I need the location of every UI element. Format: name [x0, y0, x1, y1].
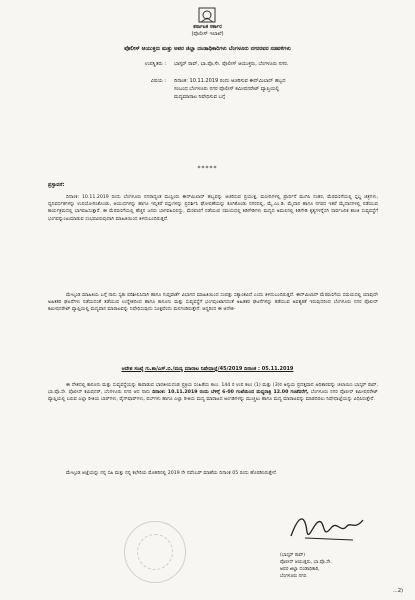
signatory-name: (ಭಾಸ್ಕರ್ ರಾವ್): [280, 553, 306, 558]
government-name: ಕರ್ನಾಟಕ ಸರ್ಕಾರ: [193, 24, 222, 30]
signature-icon: [285, 508, 375, 546]
order-heading: ಆದೇಶ ಸಂಖ್ಯೆ ಗು.ಶಾ/ಎಸ್.ಬಿ./ಮದ್ಯ ಮಾರಾಟ ನಿಷೇಧಾಜ್ಞೆ/45/2019 ದಿನಾಂಕ : 05.11.2019: [121, 366, 294, 372]
paragraph-1: ದಿನಾಂಕ: 10.11.2019 ರಂದು ಬೆಂಗಳೂರು ನಗರಾದ್ಯಂತ ಮುಸ್ಲಿಂರು ಈದ್‌ಮಿಲಾದ್ ಹಬ್ಬವನ್ನು ಆಚರಿಸುವ ಪ್ರಯುಕ್ತ, ಮಸೀದಿಗಳಲ್ಲಿ ಪ್ರಾರ್ಥನೆ ಮುಗಿಸಿ ನಂತರ, ಮೆರವಣಿಗೆಯಲ್ಲಿ ಸ್ತಬ್ಧ ಚಿತ್ರಗಳು, ಧ್ವನಿವರ್ಧಕಗಳನ್ನು ಉಪಯೋಗಿಸಿಕೊಂಡು, ಆಯುಧಗಳನ್ನು ಹಾಗೂ ಇನ್ನಿತರೆ ವಸ್ತುಗಳನ್ನು ಪ್ರದರ್ಶಿಸಿ ಘೋಷಣೆಯನ್ನು ಕೂಗಿಕೊಂಡು ನಗರದಲ್ಲಿ, ಮೈ.ಎಂ.ಡಿ. ಮೈದಾನ ಹಾಗೂ ನಗರದ ಇತರೆ ಮೈದಾನಗಳಲ್ಲಿ ನಡೆಯುವ ಕಾರ್ಯಕ್ರಮದಲ್ಲಿ ಭಾಗವಹಿಸುತ್ತಾರೆ. ಈ ಮೆರವಣಿಗೆಯಲ್ಲಿ ಹೆಚ್ಚಿನ ಜನರು ಭಾಗವಹಿಸಲಿದ್ದು, ಮೆರವಣಿಗೆ ನಡೆಯುವ ಸಮಯದಲ್ಲಿ ಕಿಡಿಗೇಡಿಗಳು ಮದ್ಯದ ಅಮಲಿನಲ್ಲಿ ಕಿಡಿಗೇಡಿ ಕೃತ್ಯಗಳನ್ನೆಸಗಿ ಸಾರ್ವಜನಿಕ ಶಾಂತಿ ಸುವ್ಯವಸ್ಥೆಗೆ ಭಂಗವನ್ನುಂಟುಮಾಡುವ ಸಂಭವವಿರುವುದಾಗಿ ಮಾಹಿತಿಯಿಂದ ತಿಳಿದುಬಂದಿರುತ್ತದೆ.: [48, 195, 378, 222]
vishaya-line-2: ಸಂಬಂಧ ಬೆಂಗಳೂರು ನಗರ ಪೊಲೀಸ್ ಕಮೀಷನರೇಟ್ ವ್ಯಾಪ್ತಿಯಲ್ಲಿ: [174, 86, 280, 92]
order-part-3: ಬೆಂಗಳೂರು ನಗರ ಪೊಲೀಸ್ ಕಮೀಷನರೇಟ್ ವ್ಯಾಪ್ತಿಯಲ್ಲಿ ಬರುವ ಎಲ್ಲಾ ರೀತಿಯ ಬಾರ್‌ಗಳು, ವೈನ್‌ಷಾಪ್‌ಗಳು, ಪಬ್‌ಗಳು ಹಾಗೂ ಎಲ್ಲಾ ರೀತಿಯ ಮದ್ಯ ಮಾರಾಟದ ಅಂಗಡಿಗಳನ್ನು ಮುಚ್ಚಲು ಹಾಗೂ ಮದ್ಯ ಮಾರಾಟವನ್ನು ಮಾಡದಿರಲು ನಿಷೇಧಾಜ್ಞೆಯನ್ನು ವಿಧಿಸಿರುತ್ತೇನೆ.: [48, 390, 378, 403]
signatory-line-1: ಪೊಲೀಸ್ ಆಯುಕ್ತರು, ಭಾ.ಪೊ.ಸೇ.: [280, 560, 332, 565]
department-name: (ಪೊಲೀಸ್ ಇಲಾಖೆ): [191, 31, 224, 37]
closing-paragraph: ಮೇಲ್ಕಂಡ ಆಜ್ಞೆಯನ್ನು ನನ್ನ ಸಹಿ ಮತ್ತು ನನ್ನ ಕಛೇರಿಯ ಮೊಹರಿನಲ್ಲಿ 2019 ನೇ ನವೆಂಬರ್ ಮಾಹೆಯ ದಿನಾಂಕ 05 ರಂದು ಹೊರಡಿಸಿರುತ್ತೇನೆ.: [66, 471, 278, 476]
vishaya-line-1: ದಿನಾಂಕ: 10.11.2019 ರಂದು ಆಚರಿಸುವ ಈದ್‌ಮಿಲಾದ್ ಹಬ್ಬದ: [174, 78, 286, 84]
page-number: ...2): [393, 588, 403, 594]
office-title: ಪೊಲೀಸ್ ಆಯುಕ್ತರು ಮತ್ತು ಅಪರ ಜಿಲ್ಲಾ ದಂಡಾಧಿಕಾರಿಗಳು ಬೆಂಗಳೂರು ನಗರರವರ ನಡವಳಿಗಳು: [124, 46, 291, 52]
order-paragraph: [48, 382, 378, 404]
signatory-block: [280, 552, 390, 580]
upasthitaru-value: ಭಾಸ್ಕರ್ ರಾವ್, ಭಾ.ಪೊ.ಸೇ. ಪೊಲೀಸ್ ಆಯುಕ್ತರು, ಬೆಂಗಳೂರು ನಗರ.: [174, 61, 289, 67]
order-part-1: ಈ ದೇಶದಲ್ಲಿ ಕಾನೂನು ಮತ್ತು ಸುವ್ಯವಸ್ಥೆಯನ್ನು ಕಾಪಾಡುವ ಭಾರತೀಯದಂಡ ಪ್ರಕ್ರಿಯ ಸಂಹಿತೆಯ ಕಲಂ. 144 ರ ಉಪ ಕಲಂ (1) ಮತ್ತು (3)ರ ಅನ್ವಯ ಪ್ರದತ್ತವಾದ ಅಧಿಕಾರವನ್ನು ಚಲಾಯಿಸಿ ಭಾಸ್ಕರ್ ರಾವ್, ಭಾ.ಪೊ.ಸೇ. ಪೊಲೀಸ್ ಕಮಿಷನರ್, ಬೆಂಗಳೂರು ನಗರ ಆದ ನಾನು: [48, 383, 378, 396]
seal-inner-ring: [137, 534, 173, 570]
vishaya-label: ವಿಷಯ :: [150, 78, 166, 84]
order-part-2-time: ದಿನಾಂಕ: 10.11.2019 ರಂದು ಬೆಳಿಗ್ಗೆ 6-00 ಗಂಟೆಯಿಂದ ಮಧ್ಯರಾತ್ರಿ 12.00 ಗಂಟೆವರೆಗೆ,: [152, 390, 309, 396]
vishaya-line-3: ಮದ್ಯಮಾರಾಟ ನಿಷೇಧಿಸುವ ಬಗ್ಗೆ: [174, 94, 226, 100]
upasthitaru-label: ಉಪಸ್ಥಿತರು :: [144, 61, 166, 67]
separator-stars: *****: [197, 165, 218, 172]
signatory-line-2: ಅಪರ ಜಿಲ್ಲಾ ದಂಡಾಧಿಕಾರಿ,: [280, 567, 320, 572]
state-emblem-icon: [196, 6, 218, 24]
office-seal-stamp: [124, 521, 186, 583]
prastavane-label: ಪ್ರಸ್ತಾವನೆ:: [48, 182, 65, 188]
signatory-line-3: ಬೆಂಗಳೂರು ನಗರ.: [280, 574, 308, 579]
paragraph-2: ಮೇಲ್ಕಂಡ ಮಾಹಿತಿಯ ಬಗ್ಗೆ ನಾನು ಸ್ವತಃ ಪರಿಶೀಲಿಸಿದಾಗಿ ಹಾಗೂ ಗುಪ್ತವಾರ್ತೆ ವಿಭಾಗದ ಮಾಹಿತಿಯಿಂದ ಸಂಪತ್ತು ಸತ್ಯಾಂಶವಿದೆ ಎಂದು ತಿಳಿದುಬಂದಿರುತ್ತದೆ. ಈದ್‌ಮಿಲಾದ್ ಮೆರವಣಿಗೆಯ ಸಮಯದಲ್ಲಿ ಯಾವುದೇ ಅಹಿತಕರ ಘಟನೆಗಳು ನಡೆಯದಂತೆ ತಡೆಯುವ ಉದ್ದೇಶದಿಂದ ಹಾಗೂ ಕಾನೂನು ಮತ್ತು ಸುವ್ಯವಸ್ಥೆಗೆ ಭಂಗವುಂಟಾಗದಂತೆ ಅಹಿತಕರ ಘಟನೆಗಳನ್ನು ತಡೆಯುವ ಅವಶ್ಯಕತೆ ಇರುವುದರಿಂದ ಬೆಂಗಳೂರು ನಗರ ಪೊಲೀಸ್ ಕಮೀಷನರೇಟ್ ವ್ಯಾಪ್ತಿಯಲ್ಲಿ ಮದ್ಯಪಾನ ಮಾರಾಟವನ್ನು ನಿಷೇಧಿಸುವುದು ಸೂಕ್ತವೆಂದು ಮನಗಂಡಿರುತ್ತೇನೆ. ಆದ್ದರಿಂದ ಈ ಆದೇಶ-: [48, 293, 378, 313]
